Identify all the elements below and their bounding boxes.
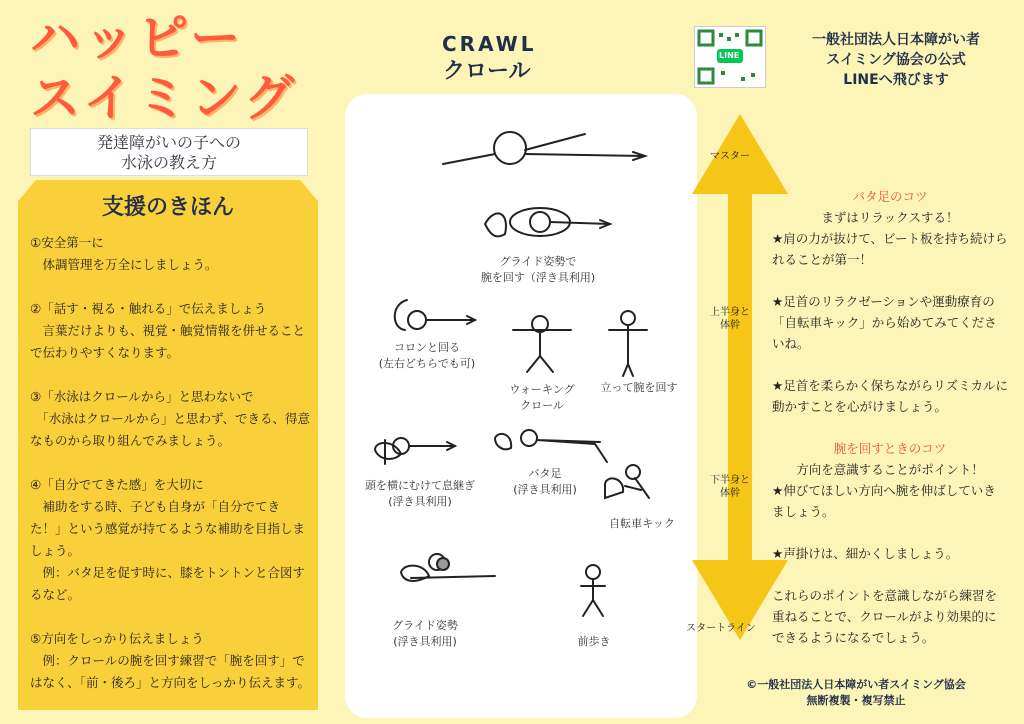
caption-walk-forward: 前歩き: [577, 635, 611, 648]
caption-walking: ウォーキング クロール: [509, 383, 575, 412]
level-start: スタートライン: [686, 623, 756, 634]
tip-point: ★足首を柔らかく保ちながらリズミカルに動かすことを心がけましょう。: [772, 378, 1008, 414]
title-line1: ハッピー: [30, 9, 244, 67]
caption-glide-arm: グライド姿勢で 腕を回す（浮き具利用): [480, 255, 596, 284]
subtitle-box: [30, 128, 308, 176]
basics-item-body: 補助をする時、子ども自身が「自分でてきた！」という感覚が持てるような補助を目指しましょう。 例：バタ足を促す時に、膝をトントンと合図するなど。: [30, 499, 306, 602]
basics-item-heading: ⑤方向をしっかり伝えましょう: [30, 631, 204, 646]
standing-arm-illustration: [609, 311, 647, 376]
level-upper: 上半身と 体幹: [710, 307, 750, 331]
tip-point: ★足首のリラクゼーションや運動療育の「自転車キック」から始めてみてくださいね。: [772, 294, 997, 351]
roll-illustration: [395, 300, 475, 330]
crawl-title-jp: クロール: [443, 59, 531, 84]
caption-bicycle: 自転車キック: [609, 517, 675, 530]
breathing-illustration: [375, 438, 455, 464]
caption-roll: コロンと回る (左右どちらでも可): [378, 341, 476, 370]
level-lower: 下半身と 体幹: [710, 475, 750, 499]
glide-arm-illustration: [485, 208, 610, 236]
tip-point: ★肩の力が抜けて、ビート板を持ち続けられることが第一！: [772, 231, 1008, 267]
exercise-card: [345, 94, 697, 718]
walking-crawl-illustration: [513, 316, 571, 372]
tip-point: ★声掛けは、細かくしましょう。: [772, 546, 959, 561]
crawl-title-en: CRAWL: [442, 32, 537, 56]
basics-item: [30, 474, 310, 606]
tip-point: ★伸びてほしい方向へ腕を伸ばしていきましょう。: [772, 483, 996, 519]
basics-item-body: 例：クロールの腕を回す練習で「腕を回す」ではなく、「前・後ろ」と方向をしっかり伝えます。: [30, 653, 311, 690]
basics-item-body: 言葉だけよりも、視覚・触覚情報を併せることで伝わりやすくなります。: [30, 323, 306, 360]
line-qr-code[interactable]: [694, 26, 766, 88]
tips-closing: これらのポイントを意識しながら練習を重ねることで、クロールがより効果的にできるようになるでしょう。: [772, 588, 998, 645]
bicycle-kick-illustration: [605, 465, 649, 498]
flutter-kick-illustration: [495, 430, 607, 462]
basics-item-heading: ④「自分でてきた感」を大切に: [30, 477, 204, 492]
caption-breath: 頭を横にむけて息継ぎ (浮き具利用): [365, 479, 475, 508]
basics-item: [30, 298, 310, 364]
basics-item-heading: ②「話す・視る・触れる」で伝えましょう: [30, 301, 267, 316]
basics-item: [30, 232, 310, 276]
kick-tips-heading: バタ足のコツ: [852, 189, 928, 204]
walk-forward-illustration: [581, 565, 605, 616]
title-line2: スイミング: [30, 69, 298, 127]
glide-illustration: [401, 554, 495, 581]
basics-item-heading: ①安全第一に: [30, 235, 104, 250]
swimmer-illustration: [443, 132, 645, 164]
line-info-text: 一般社団法人日本障がい者 スイミング協会の公式 LINEへ飛びます: [812, 32, 980, 88]
subtitle-line2: 水泳の教え方: [120, 153, 217, 172]
caption-standing: 立って腕を回す: [600, 381, 678, 394]
basics-title: 支援のきほん: [101, 195, 234, 220]
basics-item: [30, 386, 310, 452]
arm-tips-heading: 腕を回すときのコツ: [833, 441, 947, 456]
basics-item-body: 「水泳はクロールから」と思わず、できる、得意なものから取り組んでみましょう。: [30, 411, 311, 448]
subtitle-line1: 発達障がいの子への: [96, 133, 241, 152]
arm-tips-lead: 方向を意識することがポイント！: [796, 462, 984, 477]
basics-list: [30, 232, 310, 716]
qr-line-label: LINE: [719, 51, 740, 60]
tips-section: [772, 186, 1008, 648]
basics-item: [30, 628, 310, 694]
copyright-notice: ©一般社団法人日本障がい者スイミング協会 無断複製・複写禁止: [746, 678, 966, 707]
basics-item-heading: ③「水泳はクロールから」と思わないで: [30, 389, 254, 404]
main-title: [30, 8, 298, 128]
basics-item-body: 体調管理を万全にしましょう。: [30, 257, 218, 272]
caption-flutter: バタ足 (浮き具利用): [513, 467, 577, 496]
caption-glide: グライド姿勢 (浮き具利用): [392, 619, 458, 648]
level-master: マスター: [710, 151, 750, 162]
kick-tips-lead: まずはリラックスする！: [821, 210, 959, 225]
